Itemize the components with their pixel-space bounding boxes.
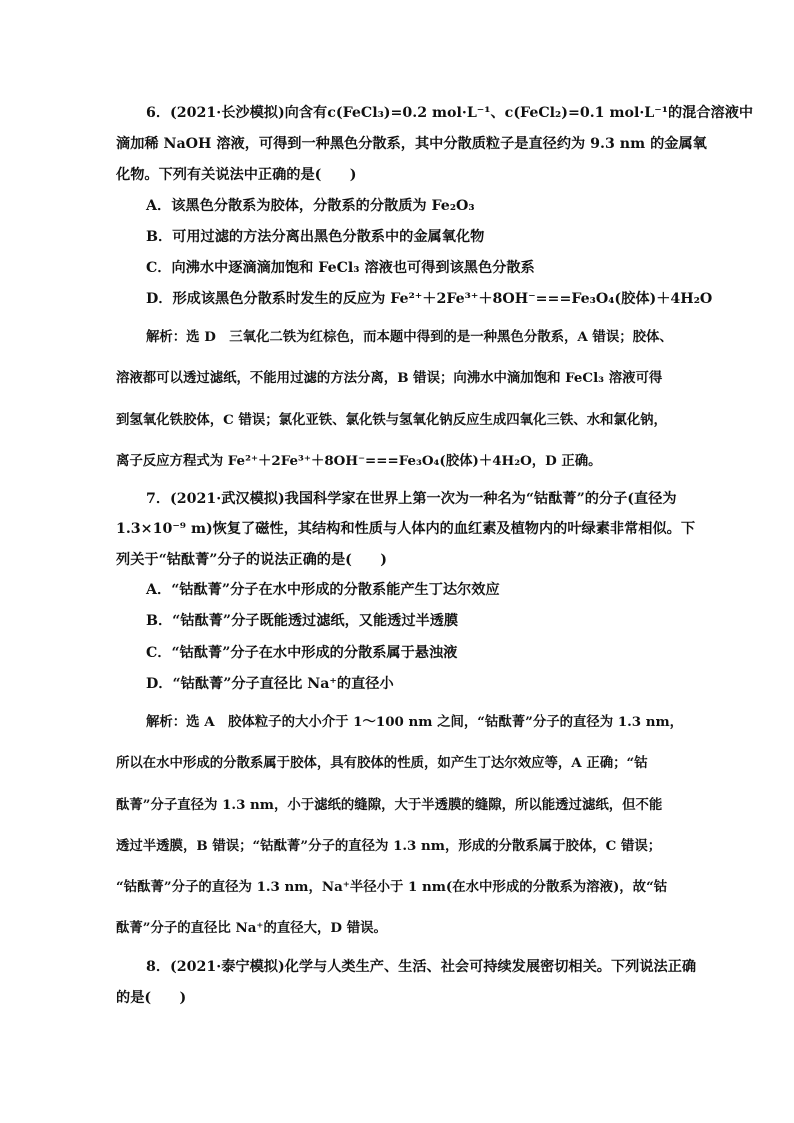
q8-stem-line-1: 8．(2021·泰宁模拟)化学与人类生产、生活、社会可持续发展密切相关。下列说法正确	[146, 959, 697, 975]
q6-option-a: A．该黑色分散系为胶体，分散系的分散质为 Fe₂O₃	[146, 198, 475, 214]
q6-stem-line-3: 化物。下列有关说法中正确的是( )	[116, 167, 357, 183]
q6-stem-line-1: 6．(2021·长沙模拟)向含有c(FeCl₃)=0.2 mol·L⁻¹、c(FeCl₂)=0.1 mol·L⁻¹的混合溶液中	[146, 105, 754, 121]
q6-stem-line-2: 滴加稀 NaOH 溶液，可得到一种黑色分散系，其中分散质粒子是直径约为 9.3 nm 的金属氧	[116, 136, 707, 152]
q6-option-c: C．向沸水中逐滴滴加饱和 FeCl₃ 溶液也可得到该黑色分散系	[146, 260, 535, 276]
q7-analysis-line-4: 透过半透膜，B 错误；“钴酞菁”分子的直径为 1.3 nm，形成的分散系属于胶体，C 错误；	[116, 838, 662, 854]
q7-analysis-line-5: “钴酞菁”分子的直径为 1.3 nm，Na⁺半径小于 1 nm(在水中形成的分散系为溶液)，故“钴	[116, 879, 668, 895]
q7-analysis-line-2: 所以在水中形成的分散系属于胶体，具有胶体的性质，如产生丁达尔效应等，A 正确；“钴	[116, 755, 648, 771]
q7-option-b: B．“钴酞菁”分子既能透过滤纸，又能透过半透膜	[146, 613, 459, 629]
q7-option-d: D．“钴酞菁”分子直径比 Na⁺的直径小	[146, 676, 394, 692]
q6-analysis-line-2: 溶液都可以透过滤纸，不能用过滤的方法分离，B 错误；向沸水中滴加饱和 FeCl₃ 溶液可得	[116, 370, 663, 386]
q7-option-a: A．“钴酞菁”分子在水中形成的分散系能产生丁达尔效应	[146, 582, 500, 598]
q6-analysis-line-4: 离子反应方程式为 Fe²⁺＋2Fe³⁺＋8OH⁻===Fe₃O₄(胶体)＋4H₂O，D 正确。	[116, 453, 602, 469]
q7-analysis-line-3: 酞菁”分子直径为 1.3 nm，小于滤纸的缝隙，大于半透膜的缝隙，所以能透过滤纸，但不能	[116, 797, 663, 813]
q7-analysis-line-1: 解析：选 A 胶体粒子的大小介于 1～100 nm 之间，“钴酞菁”分子的直径为 1.3 nm，	[146, 714, 684, 730]
q6-analysis-line-1: 解析：选 D 三氧化二铁为红棕色，而本题中得到的是一种黑色分散系，A 错误；胶体、	[146, 329, 673, 345]
q8-stem-line-2: 的是( )	[116, 990, 187, 1006]
q7-analysis-line-6: 酞菁”分子的直径比 Na⁺的直径大，D 错误。	[116, 920, 387, 936]
q7-stem-line-3: 列关于“钴酞菁”分子的说法正确的是( )	[116, 552, 387, 568]
q7-option-c: C．“钴酞菁”分子在水中形成的分散系属于悬浊液	[146, 645, 458, 661]
q7-stem-line-1: 7．(2021·武汉模拟)我国科学家在世界上第一次为一种名为“钴酞菁”的分子(直径为	[146, 491, 677, 507]
q6-option-d: D．形成该黑色分散系时发生的反应为 Fe²⁺＋2Fe³⁺＋8OH⁻===Fe₃O₄(胶体)＋4H₂O	[146, 291, 713, 307]
q6-analysis-line-3: 到氢氧化铁胶体，C 错误；氯化亚铁、氯化铁与氢氧化钠反应生成四氧化三铁、水和氯化钠，	[116, 412, 667, 428]
q6-option-b: B．可用过滤的方法分离出黑色分散系中的金属氧化物	[146, 229, 485, 245]
q7-stem-line-2: 1.3×10⁻⁹ m)恢复了磁性，其结构和性质与人体内的血红素及植物内的叶绿素非常相似。下	[116, 521, 696, 537]
